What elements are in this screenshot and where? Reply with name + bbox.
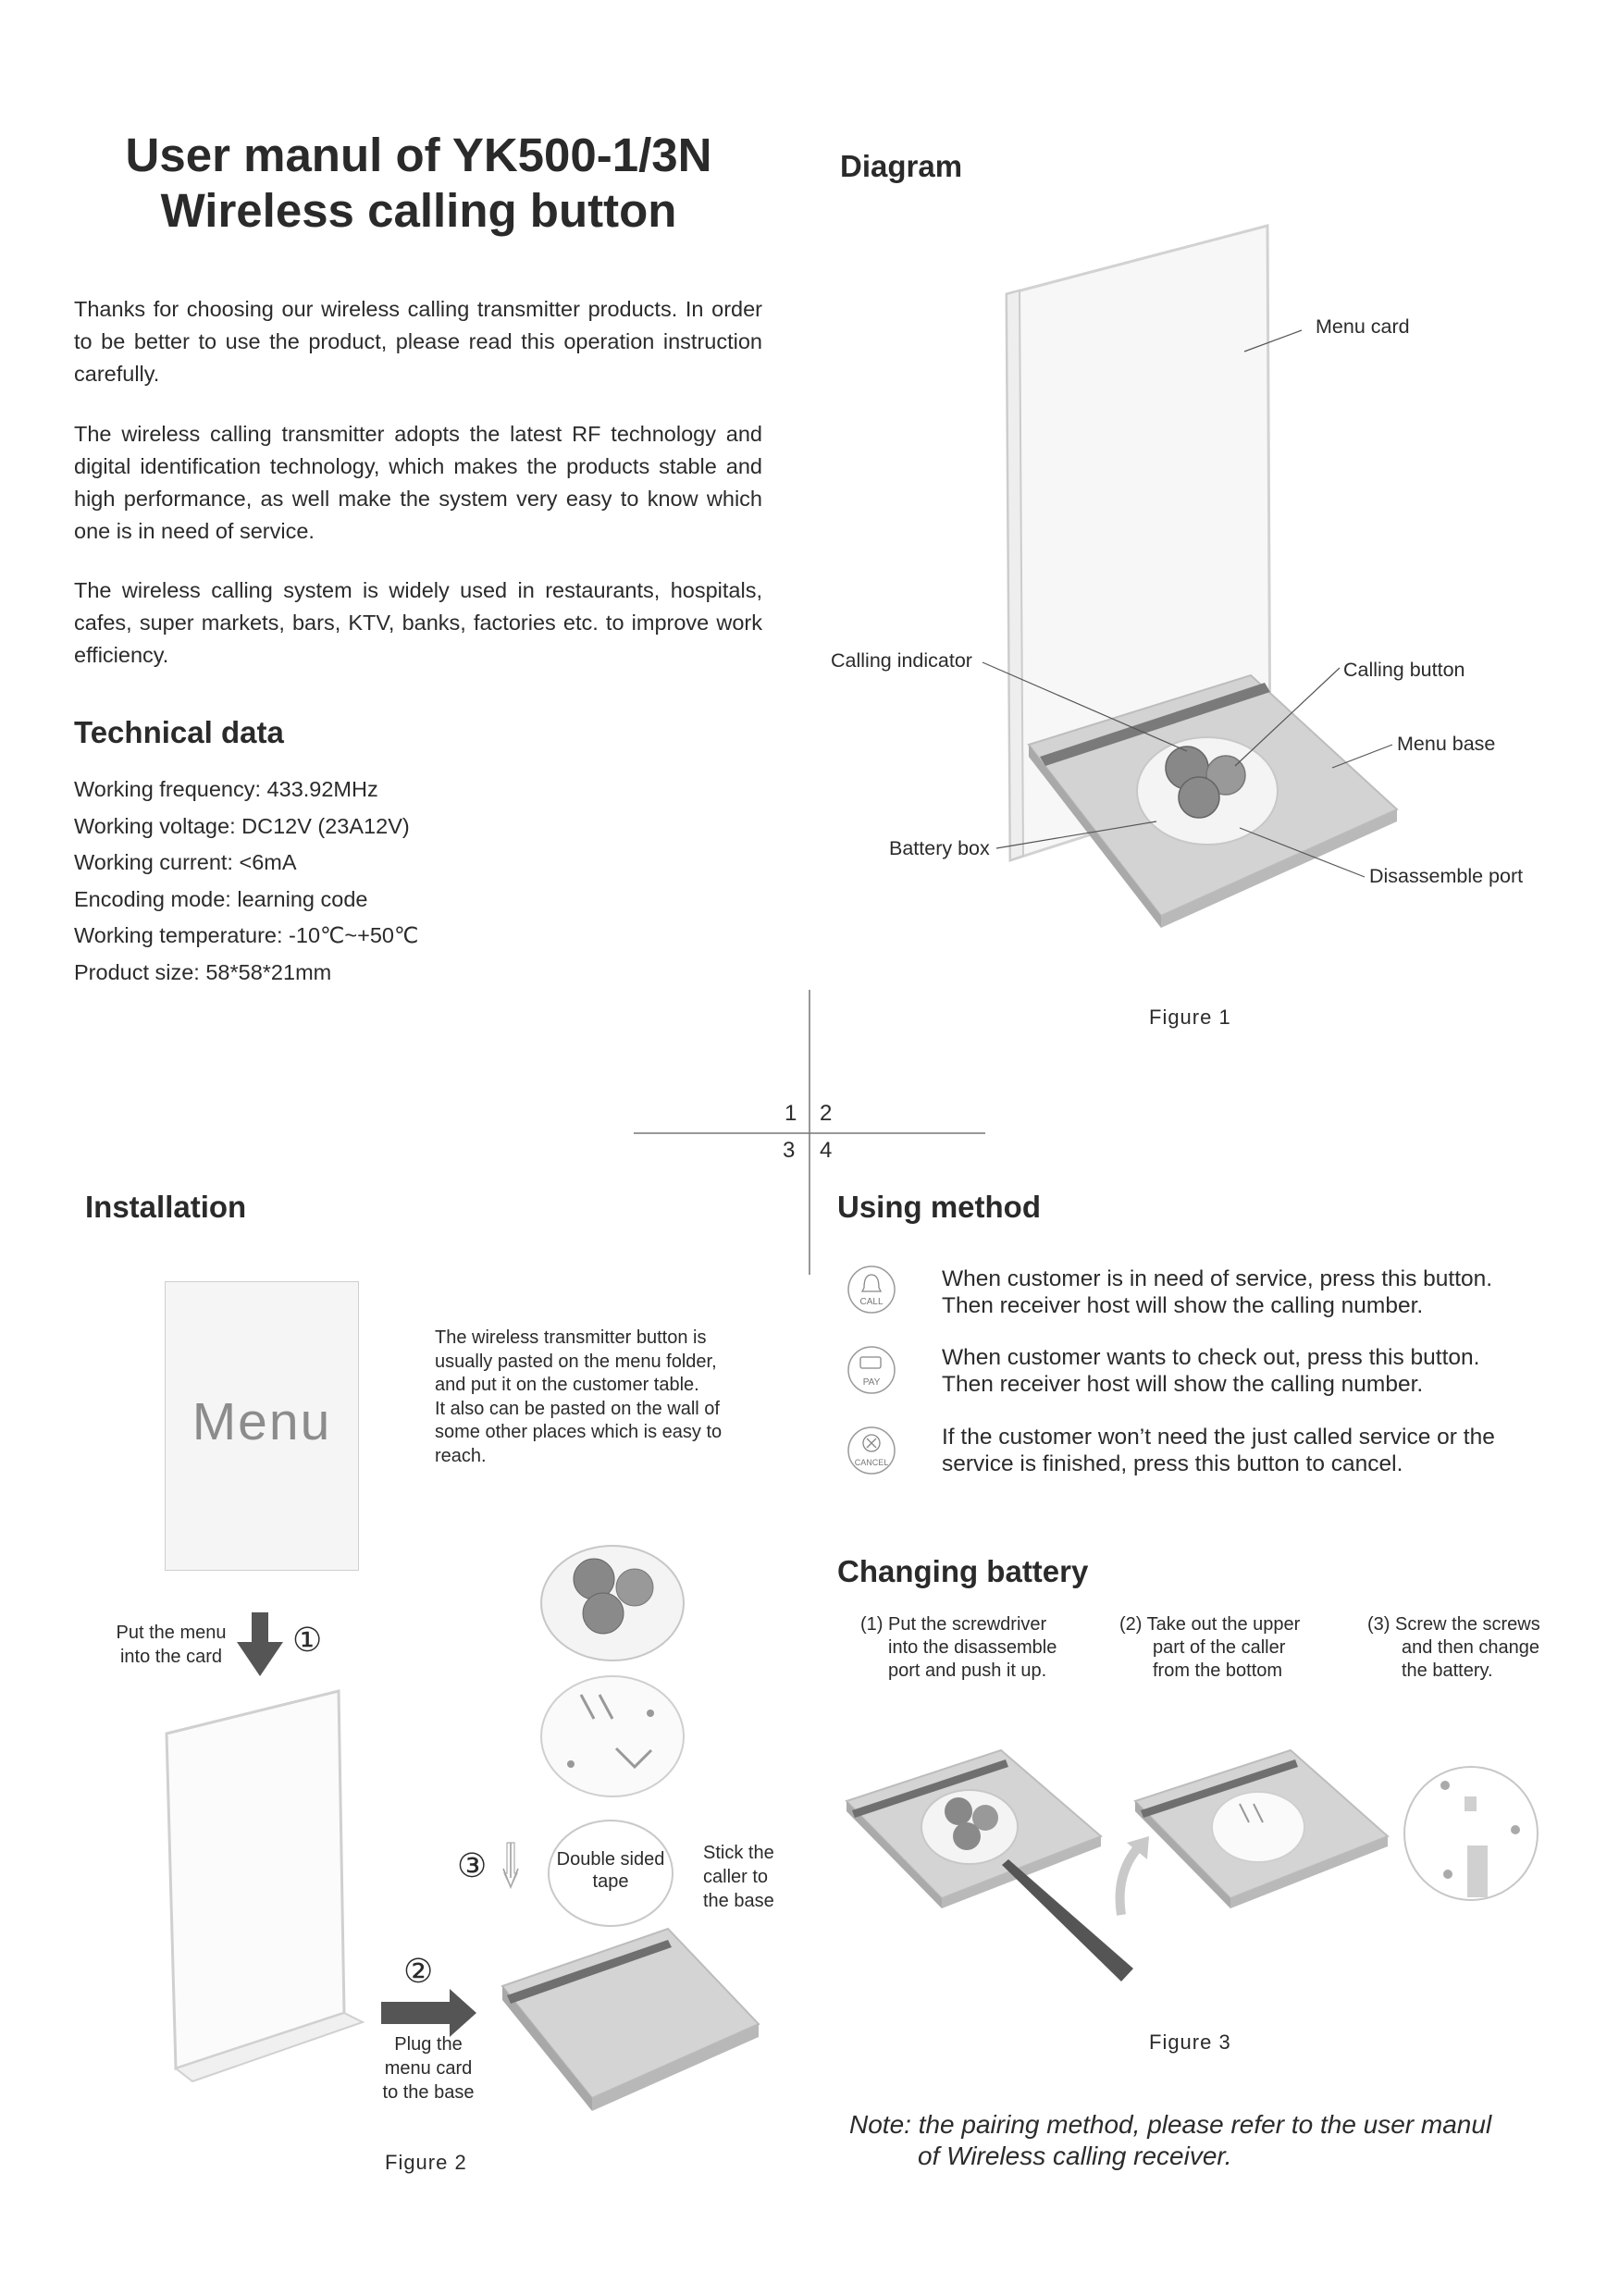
using-item-call: When customer is in need of service, press this button. Then receiver host will show the calling number. (942, 1266, 1493, 1318)
spec-temperature: Working temperature: -10℃~+50℃ (74, 923, 419, 947)
battery-step-3: (3) Screw the screws and then change the battery. (1367, 1614, 1540, 1681)
step-2-number: ② (403, 1952, 434, 1990)
technical-heading: Technical data (74, 715, 284, 749)
curved-arrow-icon (1120, 1845, 1140, 1915)
step-1-text: Put the menu into the card (116, 1623, 227, 1667)
label-disassemble-port: Disassemble port (1369, 865, 1524, 887)
using-method-heading: Using method (837, 1190, 1041, 1224)
battery-heading: Changing battery (837, 1554, 1089, 1588)
call-icon-label: CALL (859, 1297, 884, 1307)
label-menu-base: Menu base (1397, 733, 1496, 755)
spec-encoding: Encoding mode: learning code (74, 886, 368, 911)
label-menu-card: Menu card (1316, 315, 1410, 338)
label-battery-box: Battery box (889, 837, 990, 859)
step-1-number: ① (292, 1621, 323, 1659)
step-3-number: ③ (457, 1846, 488, 1884)
spec-current: Working current: <6mA (74, 850, 297, 874)
quadrant-2: 2 (820, 1101, 833, 1126)
intro-paragraph-2: The wireless calling transmitter adopts the latest RF technology and digital identification technology, which makes the products stable and high performance, as well make the system very easy to know which one is in need of service. (74, 422, 762, 543)
figure-2-caption: Figure 2 (385, 2151, 467, 2174)
cancel-icon-label: CANCEL (854, 1458, 889, 1467)
intro-paragraph-1: Thanks for choosing our wireless calling transmitter products. In order to be better to use the product, please read this operation instruction carefully. (74, 297, 762, 386)
title-line-1: User manul of YK500-1/3N (125, 129, 712, 181)
figure-3-caption: Figure 3 (1149, 2031, 1231, 2054)
using-item-pay: When customer wants to check out, press this button. Then receiver host will show the calling number. (942, 1345, 1480, 1397)
step-2-text: Plug the menu card to the base (382, 2034, 475, 2103)
note-line-1: Note: the pairing method, please refer to the user manul (849, 2110, 1492, 2139)
installation-text: The wireless transmitter button is usually pasted on the menu folder, and put it on the customer table. It also can be pasted on the wall of some other places which is easy to reach. (435, 1327, 723, 1466)
diagram-heading: Diagram (840, 149, 963, 183)
pairing-note (849, 2109, 1491, 2172)
screwdriver-icon (1002, 1859, 1133, 1981)
quadrant-4: 4 (820, 1138, 833, 1163)
note-line-2: of Wireless calling receiver. (918, 2142, 1232, 2170)
label-calling-button: Calling button (1343, 659, 1465, 681)
quadrant-3: 3 (783, 1138, 796, 1163)
spec-size: Product size: 58*58*21mm (74, 959, 332, 984)
figure-1-caption: Figure 1 (1149, 1006, 1231, 1029)
spec-frequency: Working frequency: 433.92MHz (74, 777, 378, 801)
quadrant-1: 1 (785, 1101, 797, 1126)
step-3-text: Stick the caller to the base (703, 1843, 774, 1911)
installation-heading: Installation (85, 1190, 247, 1224)
title-line-2: Wireless calling button (160, 184, 677, 237)
battery-step-1: (1) Put the screwdriver into the disassemble port and push it up. (860, 1614, 1057, 1681)
pay-icon-label: PAY (862, 1377, 881, 1388)
label-calling-indicator: Calling indicator (831, 649, 972, 672)
using-item-cancel: If the customer won’t need the just called service or the service is finished, press this button to cancel. (942, 1425, 1495, 1476)
menu-word: Menu (192, 1392, 332, 1451)
tape-label: Double sided tape (556, 1849, 665, 1892)
battery-step-2: (2) Take out the upper part of the caller from the bottom (1119, 1614, 1301, 1681)
intro-paragraph-3: The wireless calling system is widely used in restaurants, hospitals, cafes, super markets, bars, KTV, banks, factories etc. to improve work efficiency. (74, 578, 762, 667)
spec-voltage: Working voltage: DC12V (23A12V) (74, 813, 410, 838)
